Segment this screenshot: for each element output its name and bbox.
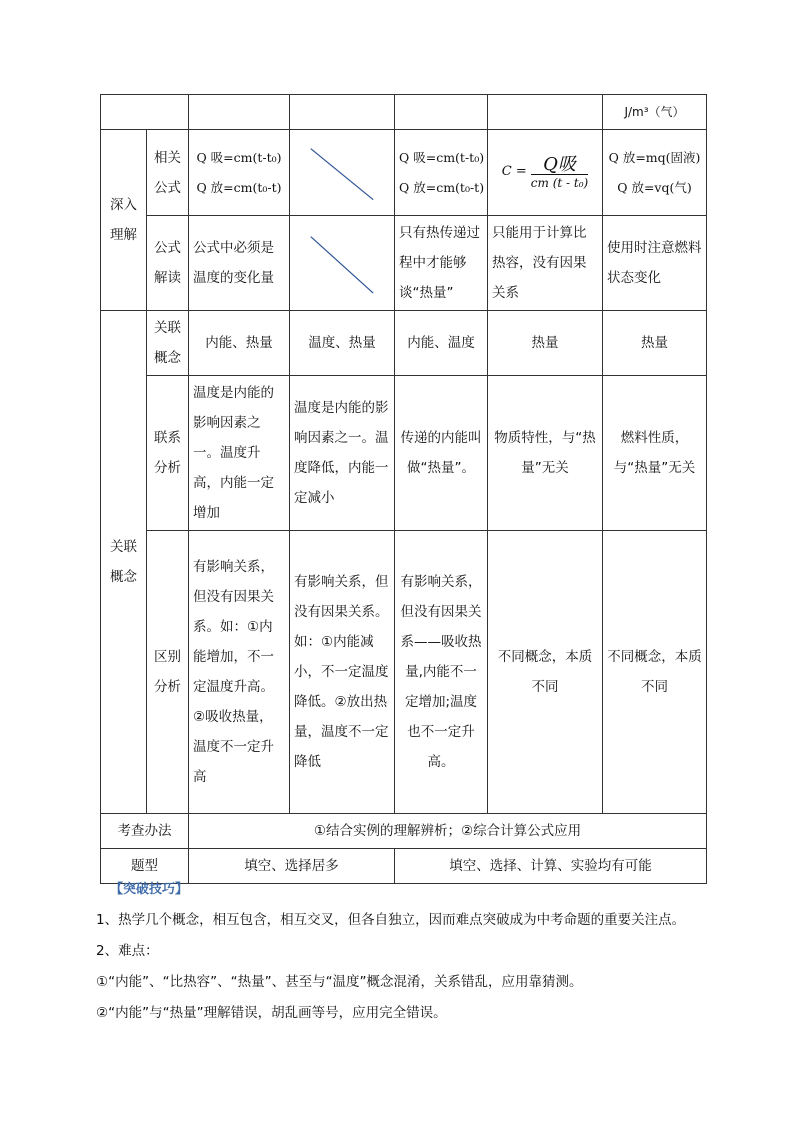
row-label-assoc: 关联概念 xyxy=(147,311,189,376)
header-cell-empty xyxy=(395,95,488,130)
row-label-exam: 考查办法 xyxy=(101,814,189,849)
formula-cell-3 xyxy=(395,130,488,216)
formula-lhs: C = xyxy=(501,164,527,180)
formula-line: Q 放=vq(气) xyxy=(617,179,692,195)
formula-line: Q 吸=cm(t-t₀) xyxy=(399,149,485,165)
exam-cell: ①结合实例的理解辨析；②综合计算公式应用 xyxy=(189,814,707,849)
type-cell-right: 填空、选择、计算、实验均有可能 xyxy=(395,849,707,884)
formula-line: Q 放=cm(t₀-t) xyxy=(399,179,485,195)
assoc-cell-4: 热量 xyxy=(488,311,603,376)
assoc-cell-5: 热量 xyxy=(603,311,707,376)
interp-cell-5: 使用时注意燃料状态变化 xyxy=(603,216,707,311)
row-label-diff: 区别分析 xyxy=(147,531,189,814)
formula-cell-5 xyxy=(603,130,707,216)
paragraph-1: 1、热学几个概念，相互包含，相互交叉，但各自独立，因而难点突破成为中考命题的重要关注点。 xyxy=(96,912,686,928)
paragraph-2: 2、难点： xyxy=(96,943,159,959)
formula-line: Q 吸=cm(t-t₀) xyxy=(196,149,282,165)
row-label-type: 题型 xyxy=(101,849,189,884)
diff-cell-2: 有影响关系，但没有因果关系。如：①内能减小，不一定温度降低。②放出热量，温度不一定降低 xyxy=(290,531,395,814)
row-label-formula: 相关公式 xyxy=(147,130,189,216)
diff-cell-1: 有影响关系，但没有因果关系。如：①内能增加，不一定温度升高。②吸收热量，温度不一定升高 xyxy=(189,531,290,814)
link-cell-2: 温度是内能的影响因素之一。温度降低，内能一定减小 xyxy=(290,376,395,531)
diff-cell-4: 不同概念，本质不同 xyxy=(488,531,603,814)
diagonal-cell xyxy=(290,130,395,216)
formula-cell-1 xyxy=(189,130,290,216)
header-cell-empty xyxy=(189,95,290,130)
diff-cell-3: 有影响关系，但没有因果关系——吸收热量,内能不一定增加;温度也不一定升高。 xyxy=(395,531,488,814)
diagonal-line xyxy=(290,130,394,215)
interp-cell-4: 只能用于计算比热容，没有因果关系 xyxy=(488,216,603,311)
link-cell-1: 温度是内能的影响因素之一。温度升高，内能一定增加 xyxy=(189,376,290,531)
paragraph-4: ②“内能”与“热量”理解错误，胡乱画等号，应用完全错误。 xyxy=(96,1005,447,1021)
interp-cell-1: 公式中必须是温度的变化量 xyxy=(189,216,290,311)
assoc-cell-1: 内能、热量 xyxy=(189,311,290,376)
assoc-cell-3: 内能、温度 xyxy=(395,311,488,376)
assoc-cell-2: 温度、热量 xyxy=(290,311,395,376)
paragraph-3: ①“内能”、“比热容”、“热量”、甚至与“温度”概念混淆，关系错乱，应用靠猜测。 xyxy=(96,974,583,990)
formula-line: Q 放=mq(固液) xyxy=(608,149,701,165)
row-label-interp: 公式解读 xyxy=(147,216,189,311)
link-cell-5: 燃料性质，与“热量”无关 xyxy=(603,376,707,531)
row-label-link: 联系分析 xyxy=(147,376,189,531)
formula-cell-4 xyxy=(488,130,603,216)
header-cell-empty xyxy=(488,95,603,130)
formula-line: Q 放=cm(t₀-t) xyxy=(196,179,282,195)
group-label-assoc: 关联概念 xyxy=(101,311,147,814)
specific-heat-formula xyxy=(502,155,588,191)
concept-table xyxy=(100,94,707,884)
link-cell-4: 物质特性，与“热量”无关 xyxy=(488,376,603,531)
formula-numerator: Q吸 xyxy=(531,155,588,176)
diagonal-line xyxy=(290,216,394,310)
group-label-deep: 深入理解 xyxy=(101,130,147,311)
header-cell-empty xyxy=(101,95,189,130)
header-cell-empty xyxy=(290,95,395,130)
unit-cell: J/m³（气） xyxy=(603,95,707,130)
section-title: 【突破技巧】 xyxy=(110,882,189,897)
link-cell-3: 传递的内能叫做“热量”。 xyxy=(395,376,488,531)
formula-denominator: cm (t - t₀) xyxy=(530,176,589,191)
diff-cell-5: 不同概念，本质不同 xyxy=(603,531,707,814)
type-cell-left: 填空、选择居多 xyxy=(189,849,395,884)
interp-cell-3: 只有热传递过程中才能够谈“热量” xyxy=(395,216,488,311)
diagonal-cell xyxy=(290,216,395,311)
